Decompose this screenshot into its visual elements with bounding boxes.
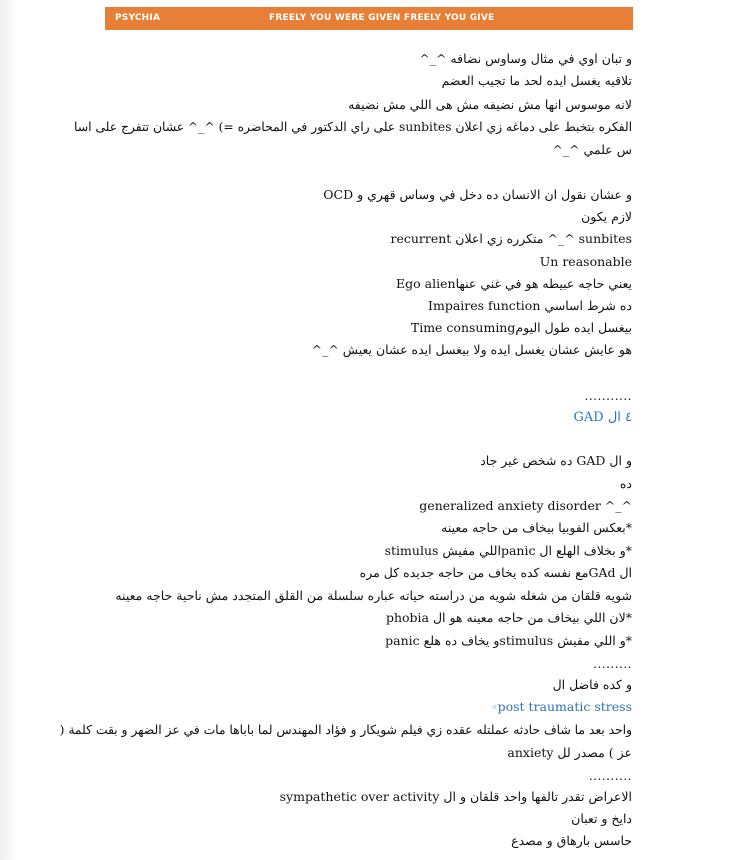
ocd-intro-line-5: س علمي ^_^ [552, 142, 632, 157]
ptsd-line-2: عز ) مصدر لل anxiety [507, 745, 632, 760]
ocd-definition-line-3: recurrent متكرره زي اعلان ^_^ sunbites [390, 231, 632, 246]
ptsd-heading-row [477, 699, 632, 716]
ocd-separator: ........... [584, 389, 632, 403]
gad-line-4: *بعكس الفوبيا بيخاف من حاجه معينه [441, 520, 632, 535]
gad-line-7: شويه قلقان من شغله شويه من دراسته حياته عباره سلسلة من القلق المتجدد مش ناحية حاجه معينه [115, 588, 632, 603]
gad-line-5: *و بخلاف الهلع ال panicاللي مفيش stimulus [384, 543, 632, 558]
gad-line-9: *و اللي مفيش stimulusو يخاف ده هلع panic [385, 633, 632, 648]
ptsd-intro: و كده فاضل ال [552, 677, 632, 692]
ocd-intro-line-2: تلاقيه يغسل ايده لحد ما تجيب العضم [441, 73, 632, 88]
ocd-definition-line-2: لازم يكون [581, 209, 632, 224]
ocd-definition-line-5: Ego alienيعني حاجه عبيطه هو في غني عنها [396, 276, 632, 291]
ptsd-line-1: واحد بعد ما شاف حادثه عملتله عقده زي فيلم شويكار و فؤاد المهندس لما باباها مات في عز الضهر و بقت كلمة ( [59, 723, 632, 737]
ocd-definition-line-1: و عشان نقول ان الانسان ده دخل في وساس قهري و OCD [323, 187, 632, 202]
header-brand: PSYCHIA [115, 13, 161, 23]
symptom-line-2: دايخ و تعبان [571, 811, 632, 826]
page-header-bar [105, 7, 633, 30]
header-motto: FREELY YOU WERE GIVEN FREELY YOU GIVE [269, 13, 495, 23]
ocd-intro-line-3: لانه موسوس انها مش نضيفه مش هى اللي مش نضيفه [348, 97, 632, 112]
ptsd-separator: .......... [588, 769, 632, 783]
gad-line-3: generalized anxiety disorder ^_^ [419, 498, 632, 513]
ocd-intro-line-1: و تبان اوي في مثال وساوس نضافه ^_^ [419, 51, 632, 66]
page-edge-shadow [0, 0, 18, 860]
ptsd-heading: post traumatic stress [497, 699, 632, 714]
gad-line-2: ده [619, 476, 632, 491]
symptom-line-3: حاسس بارهاق و مصدع [511, 833, 632, 848]
symptom-line-1: الاعراض تقدر تالفها واحد قلقان و ال sympathetic over activity [279, 789, 632, 804]
gad-heading: ٤ ال GAD [573, 410, 632, 425]
gad-line-1: و ال GAD ده شخص غير جاد [480, 453, 632, 468]
gad-line-8: *لان اللي بيخاف من حاجه معينه هو ال phobia [385, 610, 632, 625]
bullet-icon: ◦ [491, 701, 498, 714]
gad-separator: ......... [593, 657, 632, 671]
ocd-definition-line-6: Impaires function ده شرط اساسي [428, 298, 632, 313]
ocd-definition-line-7: Time consumingبيغسل ايده طول اليوم [410, 320, 632, 335]
ocd-definition-line-4: Un reasonable [539, 254, 632, 269]
ocd-intro-line-4: الفكره بتخبط على دماغه زي اعلان sunbites على راي الدكتور في المحاضره =) ^_^ عشان تتفرج على اسا [74, 120, 632, 134]
gad-line-6: ال GAdمع نفسه كده يخاف من حاجه جديده كل مره [359, 565, 632, 580]
ocd-definition-line-8: هو عايش عشان يغسل ايده ولا بيغسل ايده عشان يعيش ^_^ [311, 342, 632, 357]
